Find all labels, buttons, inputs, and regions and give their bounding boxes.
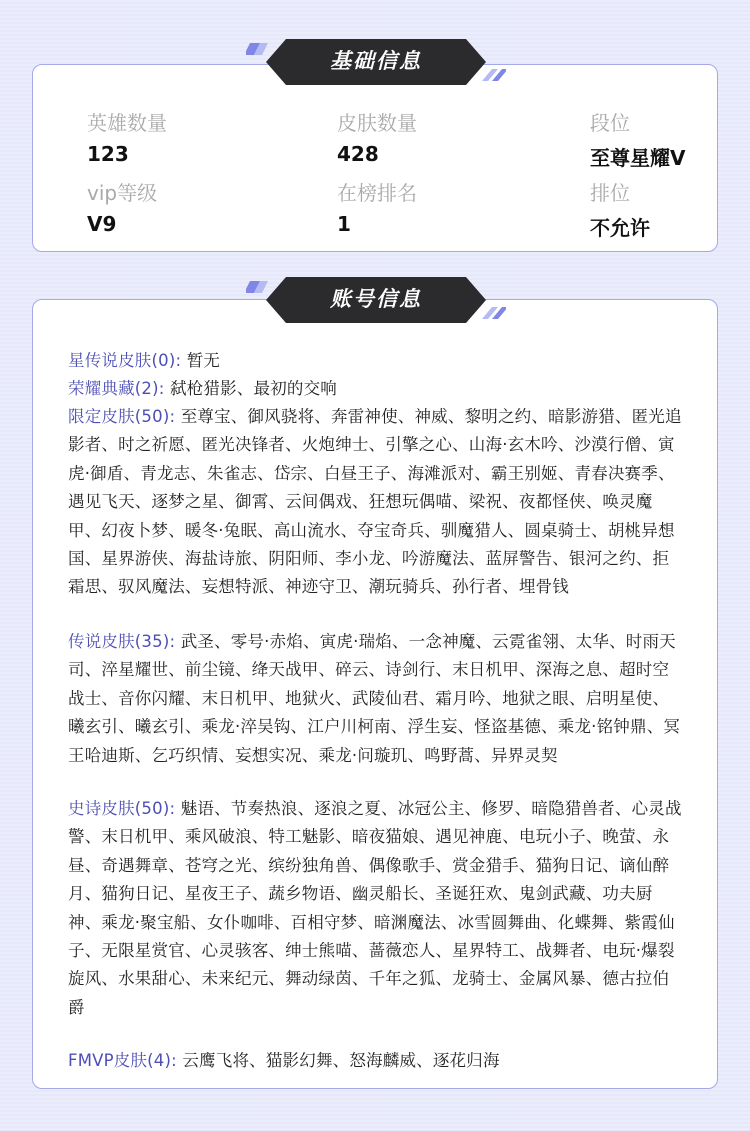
stat-hero-count [87,107,167,166]
category-items: 魅语、节奏热浪、逐浪之夏、冰冠公主、修罗、暗隐猎兽者、心灵战警、末日机甲、乘风破浪、特工魅影、暗夜猫娘、遇见神鹿、电玩小子、晚萤、永昼、奇遇舞章、苍穹之光、缤纷独角兽、偶像歌手、赏金猎手、猫狗日记、谪仙醉月、猫狗日记、星夜王子、蔬乡物语、幽灵船长、圣诞狂欢、鬼剑武藏、功夫厨神、乘龙·聚宝船、女仆咖啡、百相守梦、暗渊魔法、冰雪圆舞曲、化蝶舞、紫霞仙子、无限星赏官、心灵骇客、绅士熊喵、蔷薇恋人、星界特工、战舞者、电玩·爆裂旋风、水果甜心、未来纪元、舞动绿茵、千年之狐、龙骑士、金属风暴、德古拉伯爵 [68,799,682,1017]
category-items: 至尊宝、御风骁将、奔雷神使、神威、黎明之约、暗影游猎、匿光追影者、时之祈愿、匿光决锋者、火炮绅士、引擎之心、山海·玄木吟、沙漠行僧、寅虎·御盾、青龙志、朱雀志、岱宗、白昼王子、海滩派对、霸王别姬、青春决赛季、遇见飞天、逐梦之星、御霄、云间偶戏、狂想玩偶喵、梁祝、夜都怪侠、唤灵魔甲、幻夜卜梦、暖冬·兔眠、高山流水、夺宝奇兵、驯魔猎人、圆桌骑士、胡桃异想国、星界游侠、海盐诗旅、阴阳师、李小龙、吟游魔法、蓝屏警告、银河之约、拒霜思、驭风魔法、妄想特派、神迹守卫、潮玩骑兵、孙行者、埋骨钱 [68,407,682,597]
category-items: 暂无 [186,351,221,370]
category-label: 限定皮肤(50): [68,407,176,426]
category-label: 传说皮肤(35): [68,632,176,651]
category-limited [68,403,682,602]
stat-rank-tier [590,107,685,171]
section-title: 账号信息 [330,287,422,311]
category-label: FMVP皮肤(4): [68,1051,177,1070]
category-legend [68,628,682,770]
category-label: 荣耀典藏(2): [68,379,165,398]
stat-label: 排位 [590,181,630,205]
category-items: 弑枪猎影、最初的交响 [170,379,337,398]
section-badge-basic [246,37,506,87]
category-star-legend [68,347,682,375]
stat-value: V9 [87,212,117,236]
stat-label: 英雄数量 [87,111,167,135]
stat-vip-level [87,177,157,236]
stat-label: vip等级 [87,181,158,205]
category-fmvp [68,1047,682,1075]
stat-label: 皮肤数量 [337,111,417,135]
category-label: 史诗皮肤(50): [68,799,176,818]
section-title: 基础信息 [330,49,422,73]
category-items: 武圣、零号·赤焰、寅虎·瑞焰、一念神魔、云霓雀翎、太华、时雨天司、淬星耀世、前尘镜、绛天战甲、碎云、诗剑行、末日机甲、深海之息、超时空战士、音你闪耀、末日机甲、地狱火、武陵仙君、霜月吟、地狱之眼、启明星使、曦玄引、曦玄引、乘龙·淬吴钩、江户川柯南、浮生妄、怪盗基德、乘龙·铭钟鼎、冥王哈迪斯、乞巧织情、妄想实况、乘龙·问璇玑、鸣野蒿、异界灵契 [68,632,681,765]
stat-value: 428 [337,142,379,166]
section-badge-account [246,275,506,325]
stat-value: 123 [87,142,129,166]
stat-ranked-allowed [590,177,650,241]
stat-leaderboard-rank [337,177,417,236]
basic-info-card [32,64,718,252]
stat-skin-count [337,107,417,166]
category-items: 云鹰飞将、猫影幻舞、怒海麟威、逐花归海 [182,1051,500,1070]
category-label: 星传说皮肤(0): [68,351,182,370]
stat-value: 不允许 [590,216,650,240]
category-glory-collection [68,375,682,403]
stat-value: 至尊星耀V [590,146,686,170]
stat-label: 段位 [590,111,630,135]
category-epic [68,795,682,1022]
stat-value: 1 [337,212,351,236]
stat-label: 在榜排名 [337,181,417,205]
